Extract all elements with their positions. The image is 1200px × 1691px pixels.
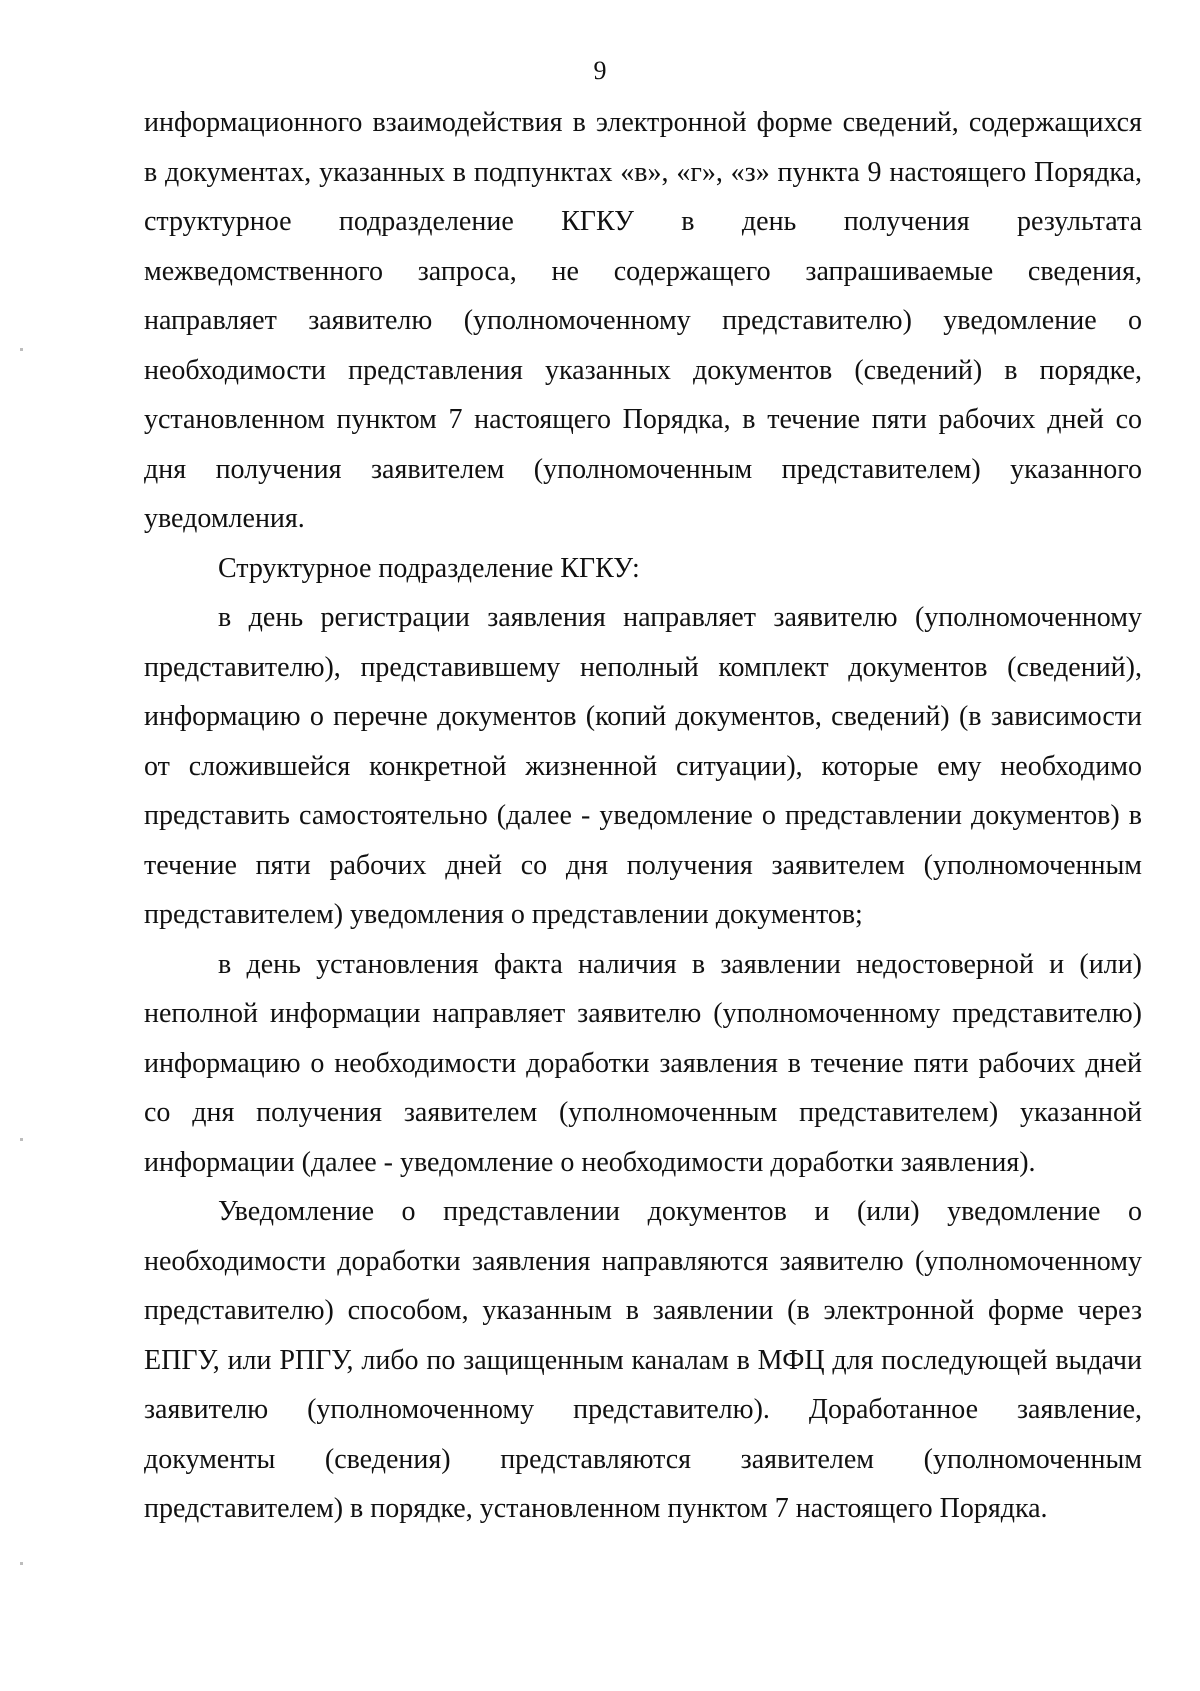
- paragraph-2: Структурное подразделение КГКУ:: [218, 552, 640, 584]
- paragraph-5: Уведомление о представлении документов и (или) уведомление о необходимости доработки заявления направляются заявителю (уполномоченному представителю) способом, указанным в заявлении (в электронной форме через ЕПГУ, или РПГУ, либо по защищенным каналам в МФЦ для последующей выдачи заявителю (уполномоченному представителю). Доработанное заявление, документы (сведения) представляются заявителем (уполномоченным представителем) в порядке, установленном пунктом 7 настоящего Порядка.: [144, 1196, 1142, 1524]
- margin-mark: [20, 1562, 23, 1565]
- document-body: [144, 98, 1142, 1534]
- paragraph-1: информационного взаимодействия в электронной форме сведений, содержащихся в документах, указанных в подпунктах «в», «г», «з» пункта 9 настоящего Порядка, структурное подразделение КГКУ в день получения результата межведомственного запроса, не содержащего запрашиваемые сведения, направляет заявителю (уполномоченному представителю) уведомление о необходимости представления указанных документов (сведений) в порядке, установленном пунктом 7 настоящего Порядка, в течение пяти рабочих дней со дня получения заявителем (уполномоченным представителем) указанного уведомления.: [144, 107, 1142, 534]
- page-number: 9: [593, 56, 607, 85]
- margin-mark: [20, 348, 23, 351]
- margin-mark: [20, 1138, 23, 1141]
- paragraph-4: в день установления факта наличия в заявлении недостоверной и (или) неполной информации направляет заявителю (уполномоченному представителю) информацию о необходимости доработки заявления в течение пяти рабочих дней со дня получения заявителем (уполномоченным представителем) указанной информации (далее - уведомление о необходимости доработки заявления).: [144, 948, 1142, 1178]
- paragraph-3: в день регистрации заявления направляет заявителю (уполномоченному представителю), представившему неполный комплект документов (сведений), информацию о перечне документов (копий документов, сведений) (в зависимости от сложившейся конкретной жизненной ситуации), которые ему необходимо представить самостоятельно (далее - уведомление о представлении документов) в течение пяти рабочих дней со дня получения заявителем (уполномоченным представителем) уведомления о представлении документов;: [144, 602, 1142, 930]
